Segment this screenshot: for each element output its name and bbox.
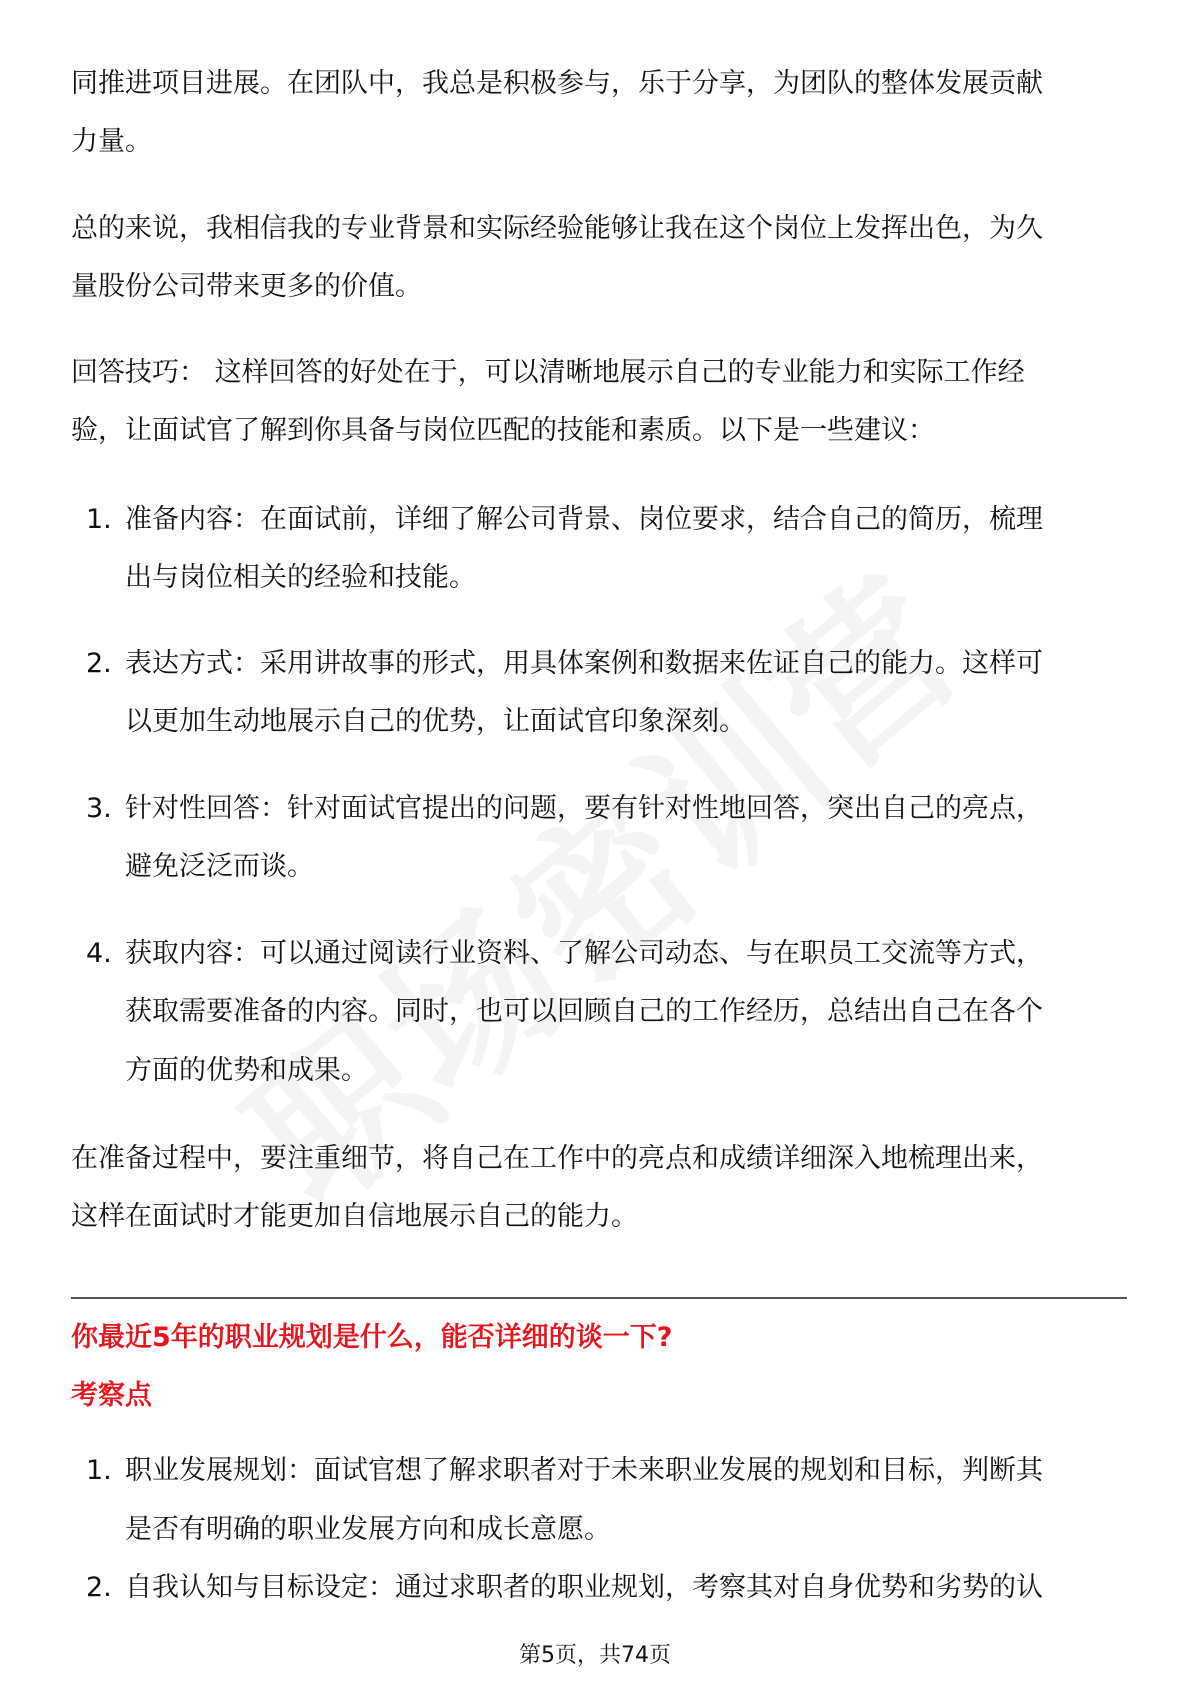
paragraph-line: 总的来说，我相信我的专业背景和实际经验能够让我在这个岗位上发挥出色，为久	[71, 213, 1043, 244]
paragraph-line: 同推进项目进展。在团队中，我总是积极参与，乐于分享，为团队的整体发展贡献	[71, 68, 1043, 99]
list-item: 获取需要准备的内容。同时，也可以回顾自己的工作经历，总结出自己在各个	[125, 996, 1043, 1027]
list-number: 2.	[86, 1572, 112, 1603]
list-number: 1.	[86, 504, 112, 535]
section-divider	[71, 1297, 1127, 1299]
list-number: 4.	[86, 938, 112, 969]
list-item: 职业发展规划：面试官想了解求职者对于未来职业发展的规划和目标，判断其	[125, 1455, 1043, 1486]
section-label: 考察点	[71, 1380, 152, 1411]
list-item: 避免泛泛而谈。	[125, 851, 314, 882]
list-item: 自我认知与目标设定：通过求职者的职业规划，考察其对自身优势和劣势的认	[125, 1572, 1043, 1603]
list-item: 以更加生动地展示自己的优势，让面试官印象深刻。	[125, 706, 746, 737]
list-item: 表达方式：采用讲故事的形式，用具体案例和数据来佐证自己的能力。这样可	[125, 648, 1043, 679]
answer-tips-line: 回答技巧： 这样回答的好处在于，可以清晰地展示自己的专业能力和实际工作经	[71, 357, 1025, 388]
closing-line: 在准备过程中，要注重细节，将自己在工作中的亮点和成绩详细深入地梳理出来，	[71, 1143, 1043, 1174]
list-number: 3.	[86, 793, 112, 824]
question-heading: 你最近5年的职业规划是什么，能否详细的谈一下?	[71, 1322, 673, 1353]
answer-tips-line: 验，让面试官了解到你具备与岗位匹配的技能和素质。以下是一些建议：	[71, 415, 935, 446]
closing-line: 这样在面试时才能更加自信地展示自己的能力。	[71, 1201, 638, 1232]
list-item: 是否有明确的职业发展方向和成长意愿。	[125, 1514, 611, 1545]
list-number: 1.	[86, 1455, 112, 1486]
list-item: 获取内容：可以通过阅读行业资料、了解公司动态、与在职员工交流等方式，	[125, 938, 1043, 969]
list-item: 出与岗位相关的经验和技能。	[125, 562, 476, 593]
paragraph-line: 量股份公司带来更多的价值。	[71, 271, 422, 302]
paragraph-line: 力量。	[71, 126, 152, 157]
list-item: 准备内容：在面试前，详细了解公司背景、岗位要求，结合自己的简历，梳理	[125, 504, 1043, 535]
list-item: 方面的优势和成果。	[125, 1055, 368, 1086]
list-item: 针对性回答：针对面试官提出的问题，要有针对性地回答，突出自己的亮点，	[125, 793, 1043, 824]
page-footer: 第5页，共74页	[519, 1643, 671, 1668]
list-number: 2.	[86, 648, 112, 679]
